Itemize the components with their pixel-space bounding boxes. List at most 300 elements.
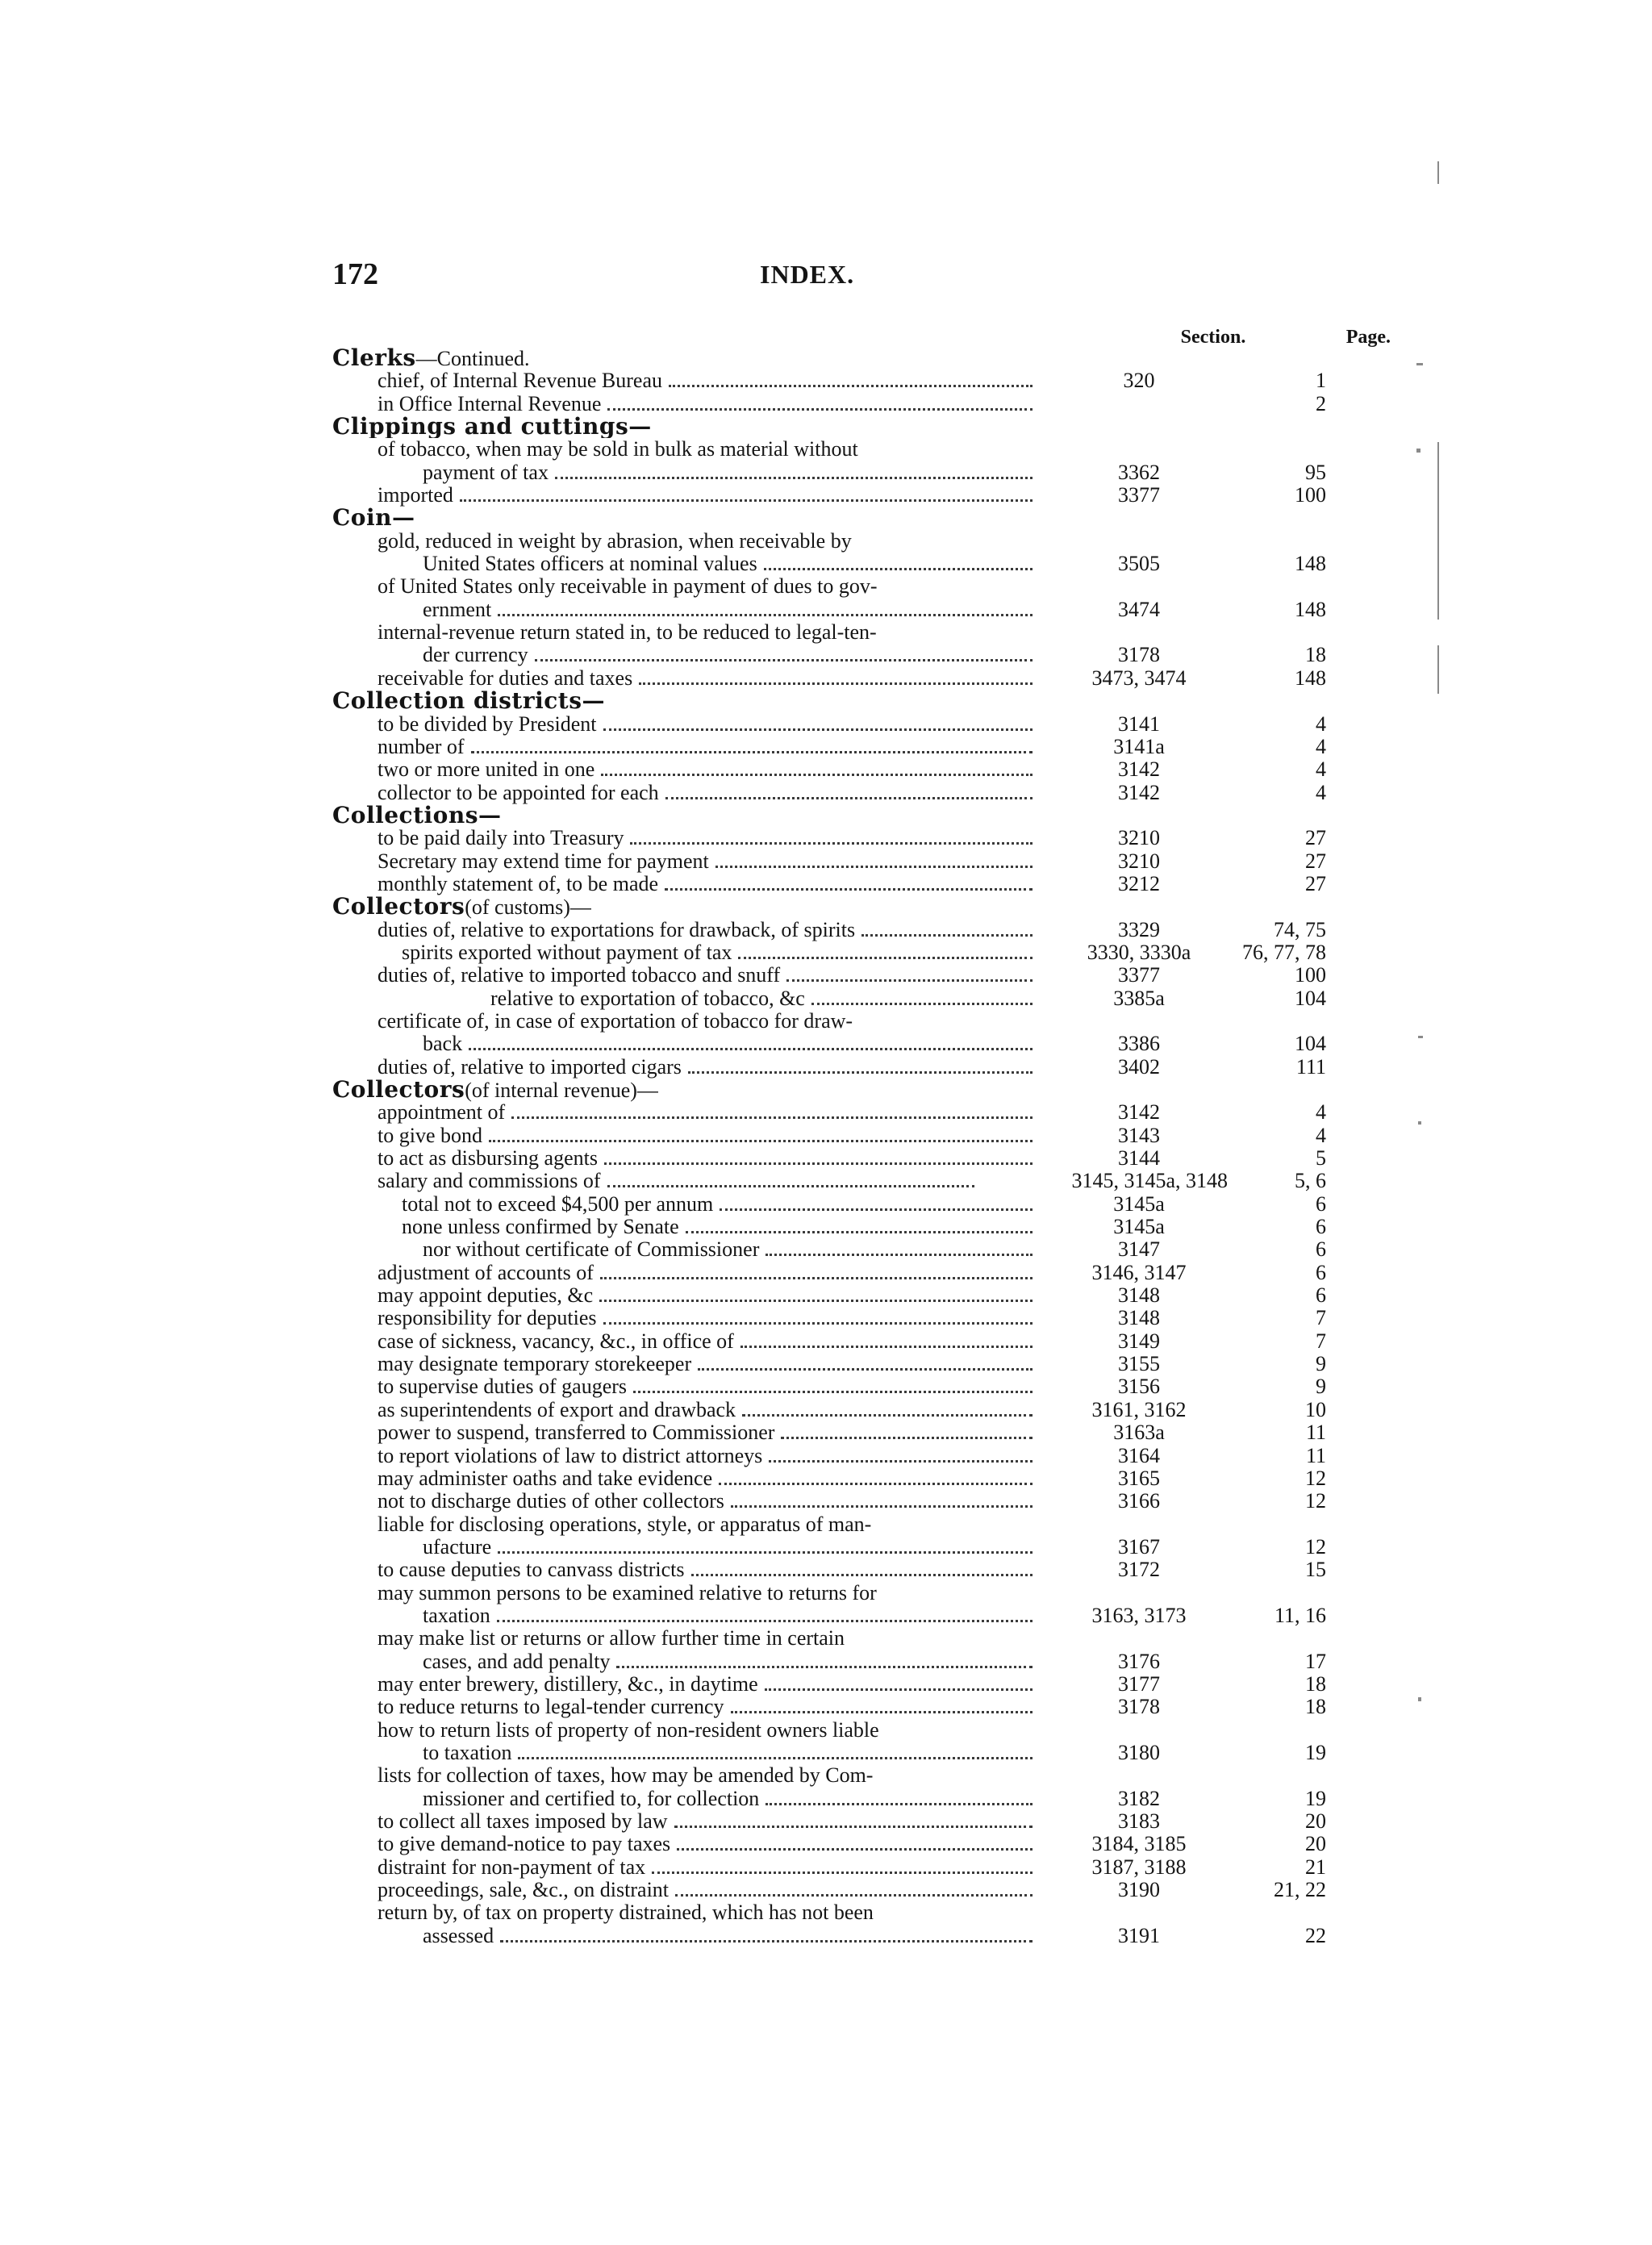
index-entry bbox=[332, 369, 1326, 393]
page-reference: 74, 75 bbox=[1274, 917, 1326, 941]
index-entry bbox=[332, 1809, 1326, 1833]
index-entry bbox=[332, 780, 1326, 804]
running-head: INDEX. bbox=[760, 260, 855, 289]
dot-leader bbox=[769, 1460, 1032, 1463]
page-reference: 9 bbox=[1316, 1375, 1326, 1399]
dot-leader bbox=[607, 408, 1032, 411]
entry-text: how to return lists of property of non-resident owners liable bbox=[378, 1718, 879, 1742]
entry-text: responsibility for deputies bbox=[378, 1307, 597, 1330]
page-reference: 5, 6 bbox=[1295, 1169, 1326, 1193]
entry-text: may designate temporary storekeeper bbox=[378, 1353, 692, 1376]
entry-text: not to discharge duties of other collectors bbox=[378, 1490, 724, 1513]
section-reference: 3147 bbox=[1118, 1237, 1160, 1262]
section-reference: 3165 bbox=[1118, 1466, 1160, 1490]
section-reference: 3377 bbox=[1118, 963, 1160, 987]
page-reference: 20 bbox=[1305, 1832, 1326, 1856]
entry-text: receivable for duties and taxes bbox=[378, 666, 633, 690]
index-entry bbox=[332, 1306, 1326, 1330]
entry-text: distraint for non-payment of tax bbox=[378, 1855, 646, 1879]
section-reference: 3164 bbox=[1118, 1443, 1160, 1467]
index-entry bbox=[332, 1489, 1326, 1513]
index-entry bbox=[332, 1191, 1326, 1216]
dot-leader bbox=[742, 1414, 1032, 1417]
dot-leader bbox=[691, 1574, 1032, 1576]
page-reference: 4 bbox=[1316, 1100, 1326, 1125]
entry-text: to cause deputies to canvass districts bbox=[378, 1559, 685, 1582]
index-entry bbox=[332, 621, 1300, 644]
page-reference: 4 bbox=[1316, 1123, 1326, 1147]
section-reference: 3329 bbox=[1118, 917, 1160, 941]
heading-term: Collections— bbox=[332, 803, 502, 828]
section-reference: 3146, 3147 bbox=[1091, 1260, 1187, 1284]
scan-margin-mark bbox=[1437, 645, 1439, 694]
entry-text: duties of, relative to imported tobacco and snuff bbox=[378, 964, 781, 987]
index-entry bbox=[332, 1534, 1326, 1559]
page-reference: 27 bbox=[1305, 871, 1326, 895]
heading-qualifier: (of customs)— bbox=[465, 895, 591, 920]
page-reference: 4 bbox=[1316, 780, 1326, 804]
index-entry bbox=[332, 575, 1300, 598]
section-reference: 3210 bbox=[1118, 849, 1160, 873]
heading-term: Collectors bbox=[332, 895, 465, 920]
page-reference: 4 bbox=[1316, 711, 1326, 736]
entry-text: to be paid daily into Treasury bbox=[378, 827, 624, 850]
page-reference: 148 bbox=[1295, 552, 1326, 576]
index-entry bbox=[332, 1237, 1326, 1262]
entry-text: total not to exceed $4,500 per annum bbox=[402, 1192, 714, 1216]
page-reference: 11 bbox=[1305, 1421, 1326, 1445]
dot-leader bbox=[511, 1116, 1032, 1119]
index-entry bbox=[332, 826, 1326, 850]
index-entry bbox=[332, 1010, 1300, 1033]
dot-leader bbox=[765, 1688, 1032, 1691]
index-heading bbox=[332, 507, 1300, 529]
index-entry bbox=[332, 1764, 1300, 1787]
entry-text: to give demand-notice to pay taxes bbox=[378, 1833, 671, 1856]
index-entry bbox=[332, 1260, 1326, 1284]
index-entry bbox=[332, 917, 1326, 941]
section-reference: 3167 bbox=[1118, 1534, 1160, 1559]
entry-text: adjustment of accounts of bbox=[378, 1261, 594, 1284]
entry-text: nor without certificate of Commissioner bbox=[423, 1238, 760, 1262]
entry-text: Secretary may extend time for payment bbox=[378, 849, 709, 873]
page-reference: 6 bbox=[1316, 1260, 1326, 1284]
entry-text: appointment of bbox=[378, 1101, 506, 1125]
index-entry bbox=[332, 1397, 1326, 1421]
index-entry bbox=[332, 1352, 1326, 1376]
section-reference: 3172 bbox=[1118, 1558, 1160, 1582]
index-entry bbox=[332, 1786, 1326, 1810]
entry-text: may enter brewery, distillery, &c., in daytime bbox=[378, 1672, 758, 1696]
dot-leader bbox=[555, 477, 1032, 479]
dot-leader bbox=[861, 934, 1032, 937]
index-heading bbox=[332, 690, 1300, 712]
entry-text: missioner and certified to, for collection bbox=[423, 1787, 760, 1810]
dot-leader bbox=[731, 1505, 1032, 1508]
entry-text: internal-revenue return stated in, to be reduced to legal-ten- bbox=[378, 621, 877, 645]
section-reference: 3163a bbox=[1113, 1421, 1165, 1445]
section-reference: 3180 bbox=[1118, 1740, 1160, 1764]
page-header bbox=[332, 257, 1300, 305]
index-entry bbox=[332, 1558, 1326, 1582]
index-heading bbox=[332, 895, 1300, 918]
entry-text: to give bond bbox=[378, 1124, 482, 1147]
dot-leader bbox=[604, 1162, 1032, 1165]
index-entry bbox=[332, 1627, 1300, 1650]
dot-leader bbox=[669, 385, 1032, 387]
section-reference: 3141 bbox=[1118, 711, 1160, 736]
index-entry bbox=[332, 986, 1326, 1010]
index-entry bbox=[332, 711, 1326, 736]
page-reference: 21, 22 bbox=[1274, 1878, 1326, 1902]
dot-leader bbox=[535, 659, 1032, 661]
index-entry bbox=[332, 483, 1326, 507]
page-reference: 12 bbox=[1305, 1466, 1326, 1490]
entry-text: may summon persons to be examined relative to returns for bbox=[378, 1581, 877, 1604]
dot-leader bbox=[469, 1048, 1032, 1050]
index-entry bbox=[332, 1923, 1326, 1947]
page-reference: 4 bbox=[1316, 734, 1326, 758]
dot-leader bbox=[698, 1368, 1032, 1371]
section-reference: 3184, 3185 bbox=[1091, 1832, 1187, 1856]
entry-text: of United States only receivable in payment of dues to gov- bbox=[378, 575, 878, 599]
page-reference: 148 bbox=[1295, 666, 1326, 690]
dot-leader bbox=[675, 1894, 1032, 1897]
index-entry bbox=[332, 666, 1326, 690]
index-heading bbox=[332, 415, 1300, 438]
section-reference: 3385a bbox=[1113, 986, 1165, 1010]
index-heading bbox=[332, 347, 1300, 369]
scan-margin-mark bbox=[1418, 1036, 1423, 1038]
page-reference: 19 bbox=[1305, 1786, 1326, 1810]
section-reference: 3190 bbox=[1118, 1878, 1160, 1902]
scan-margin-mark bbox=[1437, 161, 1439, 184]
entry-text: may make list or returns or allow further time in certain bbox=[378, 1627, 845, 1650]
page-reference: 6 bbox=[1316, 1283, 1326, 1308]
index-entry bbox=[332, 1100, 1326, 1125]
section-reference: 3386 bbox=[1118, 1032, 1160, 1056]
page-reference: 5 bbox=[1316, 1146, 1326, 1170]
dot-leader bbox=[688, 1071, 1032, 1074]
entry-text: United States officers at nominal values bbox=[423, 553, 757, 576]
dot-leader bbox=[603, 728, 1032, 731]
index-entry bbox=[332, 643, 1326, 667]
dot-leader bbox=[633, 1391, 1032, 1393]
entry-text: salary and commissions of bbox=[378, 1170, 601, 1193]
entry-text: may appoint deputies, &c bbox=[378, 1284, 594, 1308]
dot-leader bbox=[781, 1437, 1032, 1439]
index-entry bbox=[332, 849, 1326, 873]
section-reference: 3402 bbox=[1118, 1054, 1160, 1079]
page-reference: 9 bbox=[1316, 1352, 1326, 1376]
section-reference: 3149 bbox=[1118, 1329, 1160, 1353]
dot-leader bbox=[677, 1848, 1032, 1851]
dot-leader bbox=[500, 1940, 1032, 1942]
index-entry bbox=[332, 1146, 1326, 1170]
scan-margin-mark bbox=[1418, 1697, 1421, 1701]
page-reference: 15 bbox=[1305, 1558, 1326, 1582]
scan-margin-mark bbox=[1416, 449, 1420, 453]
entry-text: lists for collection of taxes, how may be amended by Com- bbox=[378, 1764, 874, 1788]
dot-leader bbox=[652, 1872, 1032, 1874]
index-entry bbox=[332, 552, 1326, 576]
section-reference: 3505 bbox=[1118, 552, 1160, 576]
dot-leader bbox=[720, 1208, 1032, 1211]
heading-term: Collection districts— bbox=[332, 690, 605, 713]
page-number: 172 bbox=[332, 257, 378, 291]
dot-leader bbox=[600, 1277, 1032, 1279]
entry-text: to taxation bbox=[423, 1741, 512, 1764]
entry-text: to report violations of law to district attorneys bbox=[378, 1444, 763, 1467]
page-reference: 27 bbox=[1305, 849, 1326, 873]
heading-term: Coin— bbox=[332, 507, 415, 530]
section-reference: 3156 bbox=[1118, 1375, 1160, 1399]
dot-leader bbox=[471, 751, 1032, 753]
dot-leader bbox=[719, 1483, 1032, 1485]
section-reference: 3178 bbox=[1118, 643, 1160, 667]
entry-text: return by, of tax on property distrained, which has not been bbox=[378, 1901, 874, 1925]
dot-leader bbox=[639, 682, 1032, 685]
index-entry bbox=[332, 871, 1326, 895]
index-entry bbox=[332, 1719, 1300, 1742]
page-reference: 4 bbox=[1316, 757, 1326, 782]
entry-text: collector to be appointed for each bbox=[378, 781, 659, 804]
index-entry bbox=[332, 734, 1326, 758]
dot-leader bbox=[786, 979, 1032, 982]
page-reference: 11 bbox=[1305, 1443, 1326, 1467]
page-reference: 76, 77, 78 bbox=[1242, 940, 1326, 964]
entry-text: liable for disclosing operations, style, or apparatus of man- bbox=[378, 1513, 872, 1536]
scan-margin-mark bbox=[1418, 1121, 1421, 1125]
page-reference: 10 bbox=[1305, 1397, 1326, 1421]
page-reference: 6 bbox=[1316, 1215, 1326, 1239]
entry-text: in Office Internal Revenue bbox=[378, 392, 602, 415]
page-reference: 100 bbox=[1295, 483, 1326, 507]
index-entry bbox=[332, 460, 1326, 484]
page-reference: 1 bbox=[1316, 369, 1326, 393]
dot-leader bbox=[489, 1140, 1032, 1142]
section-reference: 3148 bbox=[1118, 1306, 1160, 1330]
index-entry bbox=[332, 1855, 1326, 1879]
entry-text: to be divided by President bbox=[378, 712, 597, 736]
section-reference: 3474 bbox=[1118, 597, 1160, 621]
section-reference: 3142 bbox=[1118, 757, 1160, 782]
section-reference: 3142 bbox=[1118, 780, 1160, 804]
page-reference: 19 bbox=[1305, 1740, 1326, 1764]
page-reference: 11, 16 bbox=[1274, 1603, 1326, 1627]
page-reference: 18 bbox=[1305, 1671, 1326, 1696]
index-entry bbox=[332, 757, 1326, 782]
entry-text: number of bbox=[378, 735, 465, 758]
section-reference: 3212 bbox=[1118, 871, 1160, 895]
entry-text: chief, of Internal Revenue Bureau bbox=[378, 369, 663, 393]
page-reference: 2 bbox=[1316, 391, 1326, 415]
section-reference: 3163, 3173 bbox=[1091, 1603, 1187, 1627]
dot-leader bbox=[498, 614, 1032, 616]
section-reference: 3148 bbox=[1118, 1283, 1160, 1308]
index-entry bbox=[332, 1901, 1300, 1924]
dot-leader bbox=[599, 1300, 1032, 1302]
index-entry bbox=[332, 1443, 1326, 1467]
page-reference: 21 bbox=[1305, 1855, 1326, 1879]
entry-text: relative to exportation of tobacco, &c bbox=[490, 987, 805, 1010]
index-entry bbox=[332, 597, 1326, 621]
index-entry bbox=[332, 1123, 1326, 1147]
dot-leader bbox=[607, 1185, 974, 1187]
entry-text: none unless confirmed by Senate bbox=[402, 1216, 679, 1239]
index-entry bbox=[332, 530, 1300, 553]
section-reference: 3362 bbox=[1118, 460, 1160, 484]
index-entry bbox=[332, 1329, 1326, 1353]
page-reference: 104 bbox=[1295, 1032, 1326, 1056]
section-reference: 320 bbox=[1123, 369, 1155, 393]
entry-text: may administer oaths and take evidence bbox=[378, 1467, 713, 1490]
dot-leader bbox=[665, 888, 1032, 891]
scan-margin-mark bbox=[1437, 442, 1439, 620]
index-entry bbox=[332, 1878, 1326, 1902]
entry-text: to collect all taxes imposed by law bbox=[378, 1810, 668, 1833]
dot-leader bbox=[518, 1757, 1032, 1759]
section-reference: 3144 bbox=[1118, 1146, 1160, 1170]
heading-qualifier: —Continued. bbox=[415, 347, 530, 370]
entry-text: as superintendents of export and drawback bbox=[378, 1398, 736, 1421]
page-reference: 12 bbox=[1305, 1534, 1326, 1559]
section-reference: 3145a bbox=[1113, 1191, 1165, 1216]
section-reference: 3473, 3474 bbox=[1091, 666, 1187, 690]
dot-leader bbox=[630, 842, 1032, 845]
entry-text: to supervise duties of gaugers bbox=[378, 1375, 628, 1399]
dot-leader bbox=[738, 957, 1032, 959]
section-reference: 3143 bbox=[1118, 1123, 1160, 1147]
section-reference: 3187, 3188 bbox=[1091, 1855, 1187, 1879]
index-heading bbox=[332, 804, 1300, 827]
index-entry bbox=[332, 1603, 1326, 1627]
page-reference: 100 bbox=[1295, 963, 1326, 987]
entry-text: power to suspend, transferred to Commissioner bbox=[378, 1421, 775, 1445]
section-reference: 3145, 3145a, 3148 bbox=[1071, 1169, 1228, 1193]
section-reference: 3155 bbox=[1118, 1352, 1160, 1376]
entry-text: two or more united in one bbox=[378, 758, 595, 782]
dot-leader bbox=[686, 1231, 1032, 1233]
dot-leader bbox=[764, 568, 1032, 570]
dot-leader bbox=[731, 1711, 1032, 1713]
section-reference: 3182 bbox=[1118, 1786, 1160, 1810]
entry-text: gold, reduced in weight by abrasion, when receivable by bbox=[378, 529, 852, 553]
index-entry bbox=[332, 1695, 1326, 1719]
entry-text: duties of, relative to exportations for drawback, of spirits bbox=[378, 918, 856, 941]
section-column-heading: Section. bbox=[1180, 327, 1246, 348]
entry-text: certificate of, in case of exportation of tobacco for draw- bbox=[378, 1009, 853, 1033]
entry-text: of tobacco, when may be sold in bulk as material without bbox=[378, 438, 858, 461]
index-entry bbox=[332, 1671, 1326, 1696]
index-entry bbox=[332, 438, 1300, 461]
section-reference: 3142 bbox=[1118, 1100, 1160, 1125]
section-reference: 3183 bbox=[1118, 1809, 1160, 1833]
page-reference: 7 bbox=[1316, 1329, 1326, 1353]
heading-term: Clippings and cuttings— bbox=[332, 415, 652, 439]
dot-leader bbox=[460, 499, 1032, 502]
page-reference: 18 bbox=[1305, 1695, 1326, 1719]
dot-leader bbox=[715, 866, 1032, 868]
index-entry bbox=[332, 1466, 1326, 1490]
section-reference: 3191 bbox=[1118, 1923, 1160, 1947]
dot-leader bbox=[616, 1666, 1032, 1668]
page-reference: 6 bbox=[1316, 1237, 1326, 1262]
dot-leader bbox=[811, 1003, 1032, 1005]
dot-leader bbox=[766, 1254, 1032, 1256]
entry-text: payment of tax bbox=[423, 461, 549, 484]
entry-text: ufacture bbox=[423, 1535, 492, 1559]
dot-leader bbox=[601, 774, 1032, 776]
dot-leader bbox=[497, 1620, 1032, 1622]
dot-leader bbox=[665, 797, 1032, 799]
entry-text: cases, and add penalty bbox=[423, 1650, 611, 1673]
index-entry bbox=[332, 963, 1326, 987]
section-reference: 3161, 3162 bbox=[1091, 1397, 1187, 1421]
page-reference: 12 bbox=[1305, 1489, 1326, 1513]
entry-text: der currency bbox=[423, 644, 528, 667]
page-reference: 148 bbox=[1295, 597, 1326, 621]
index-heading bbox=[332, 1079, 1300, 1101]
entry-text: duties of, relative to imported cigars bbox=[378, 1055, 682, 1079]
section-reference: 3141a bbox=[1113, 734, 1165, 758]
index-entry bbox=[332, 1421, 1326, 1445]
entry-text: to act as disbursing agents bbox=[378, 1147, 598, 1170]
section-reference: 3145a bbox=[1113, 1215, 1165, 1239]
page-reference: 22 bbox=[1305, 1923, 1326, 1947]
dot-leader bbox=[603, 1322, 1032, 1325]
entry-text: ernment bbox=[423, 598, 492, 621]
dot-leader bbox=[740, 1346, 1032, 1348]
index-entry bbox=[332, 1832, 1326, 1856]
section-reference: 3176 bbox=[1118, 1649, 1160, 1673]
index-entry bbox=[332, 940, 1326, 964]
entry-text: imported bbox=[378, 484, 453, 507]
entry-text: to reduce returns to legal-tender currency bbox=[378, 1696, 724, 1719]
dot-leader bbox=[498, 1551, 1032, 1554]
page-reference: 18 bbox=[1305, 643, 1326, 667]
entry-text: spirits exported without payment of tax bbox=[402, 941, 732, 964]
section-reference: 3330, 3330a bbox=[1087, 940, 1191, 964]
section-reference: 3178 bbox=[1118, 1695, 1160, 1719]
page-reference: 6 bbox=[1316, 1191, 1326, 1216]
entry-text: monthly statement of, to be made bbox=[378, 872, 659, 895]
page-reference: 111 bbox=[1295, 1054, 1326, 1079]
page-reference: 17 bbox=[1305, 1649, 1326, 1673]
section-reference: 3210 bbox=[1118, 826, 1160, 850]
index-entry bbox=[332, 1169, 1326, 1193]
heading-term: Clerks bbox=[332, 347, 416, 371]
section-reference: 3166 bbox=[1118, 1489, 1160, 1513]
index-entry bbox=[332, 1215, 1326, 1239]
index-entry bbox=[332, 1375, 1326, 1399]
dot-leader bbox=[674, 1826, 1032, 1828]
heading-term: Collectors bbox=[332, 1079, 465, 1103]
index-list bbox=[332, 347, 1326, 1947]
index-entry bbox=[332, 391, 1326, 415]
index-entry bbox=[332, 1513, 1300, 1536]
entry-text: back bbox=[423, 1033, 463, 1056]
section-reference: 3377 bbox=[1118, 483, 1160, 507]
index-entry bbox=[332, 1582, 1300, 1604]
index-entry bbox=[332, 1032, 1326, 1056]
page-reference: 7 bbox=[1316, 1306, 1326, 1330]
dot-leader bbox=[766, 1803, 1032, 1805]
page-column-heading: Page. bbox=[1345, 327, 1391, 348]
section-reference: 3177 bbox=[1118, 1671, 1160, 1696]
page-reference: 27 bbox=[1305, 826, 1326, 850]
entry-text: case of sickness, vacancy, &c., in office of bbox=[378, 1329, 734, 1353]
